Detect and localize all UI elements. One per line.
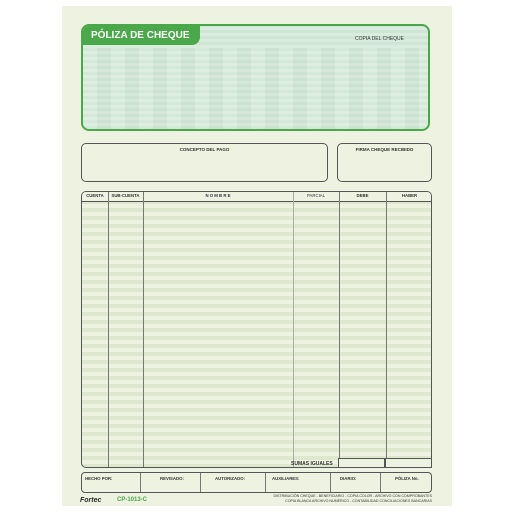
sign-divider <box>265 473 266 492</box>
column-divider <box>339 192 340 467</box>
col-debe: DEBE <box>356 193 369 198</box>
sign-divider <box>380 473 381 492</box>
sign-divider <box>330 473 331 492</box>
table-header <box>82 192 431 202</box>
sign-divider <box>200 473 201 492</box>
diario-label: DIARIO: <box>340 476 357 481</box>
form-title: PÓLIZA DE CHEQUE <box>83 26 200 45</box>
col-parcial: PARCIAL <box>306 193 326 198</box>
column-divider <box>108 192 109 467</box>
haber-total-box[interactable] <box>385 458 432 468</box>
signature-row[interactable] <box>81 472 432 493</box>
autorizado-label: AUTORIZADO: <box>215 476 245 481</box>
signature-box[interactable] <box>337 143 432 182</box>
signature-label: FIRMA CHEQUE RECIBIDO <box>355 147 414 152</box>
hecho-por-label: HECHO POR: <box>85 476 113 481</box>
col-haber: HABER <box>401 193 418 198</box>
totals-label: SUMAS IGUALES <box>291 461 333 467</box>
debe-total-box[interactable] <box>338 458 385 468</box>
distribution-line: COPIA BLANCA ARCHIVO NUMÉRICO - CONTABILIDAD CONCILIACIONES BANCARIAS <box>285 498 432 503</box>
brand-logo: Fortec <box>80 497 102 504</box>
column-divider <box>143 192 144 467</box>
distribution-line: DISTRIBUCIÓN CHEQUE - BENEFICIARIO - COPIA COLOR - ARCHIVO CON COMPROBANTES <box>273 494 432 498</box>
col-subcuenta: SUB-CUENTA <box>111 193 140 198</box>
sign-divider <box>140 473 141 492</box>
col-cuenta: CUENTA <box>86 193 104 198</box>
column-divider <box>386 192 387 467</box>
revisado-label: REVISADO: <box>160 476 184 481</box>
cheque-area <box>81 24 430 131</box>
column-divider <box>293 192 294 467</box>
cheque-copy-label: COPIA DEL CHEQUE <box>355 36 404 42</box>
col-nombre: N O M B R E <box>205 193 231 198</box>
form-code: CP-1013-C <box>117 497 148 503</box>
auxiliares-label: AUXILIARES: <box>272 476 300 481</box>
concept-box[interactable] <box>81 143 328 182</box>
accounts-table[interactable] <box>81 191 432 468</box>
concept-label: CONCEPTO DEL PAGO <box>179 147 230 152</box>
security-pattern <box>83 48 428 129</box>
distribution-note <box>266 494 432 503</box>
poliza-number-label: PÓLIZA No. <box>395 476 419 481</box>
